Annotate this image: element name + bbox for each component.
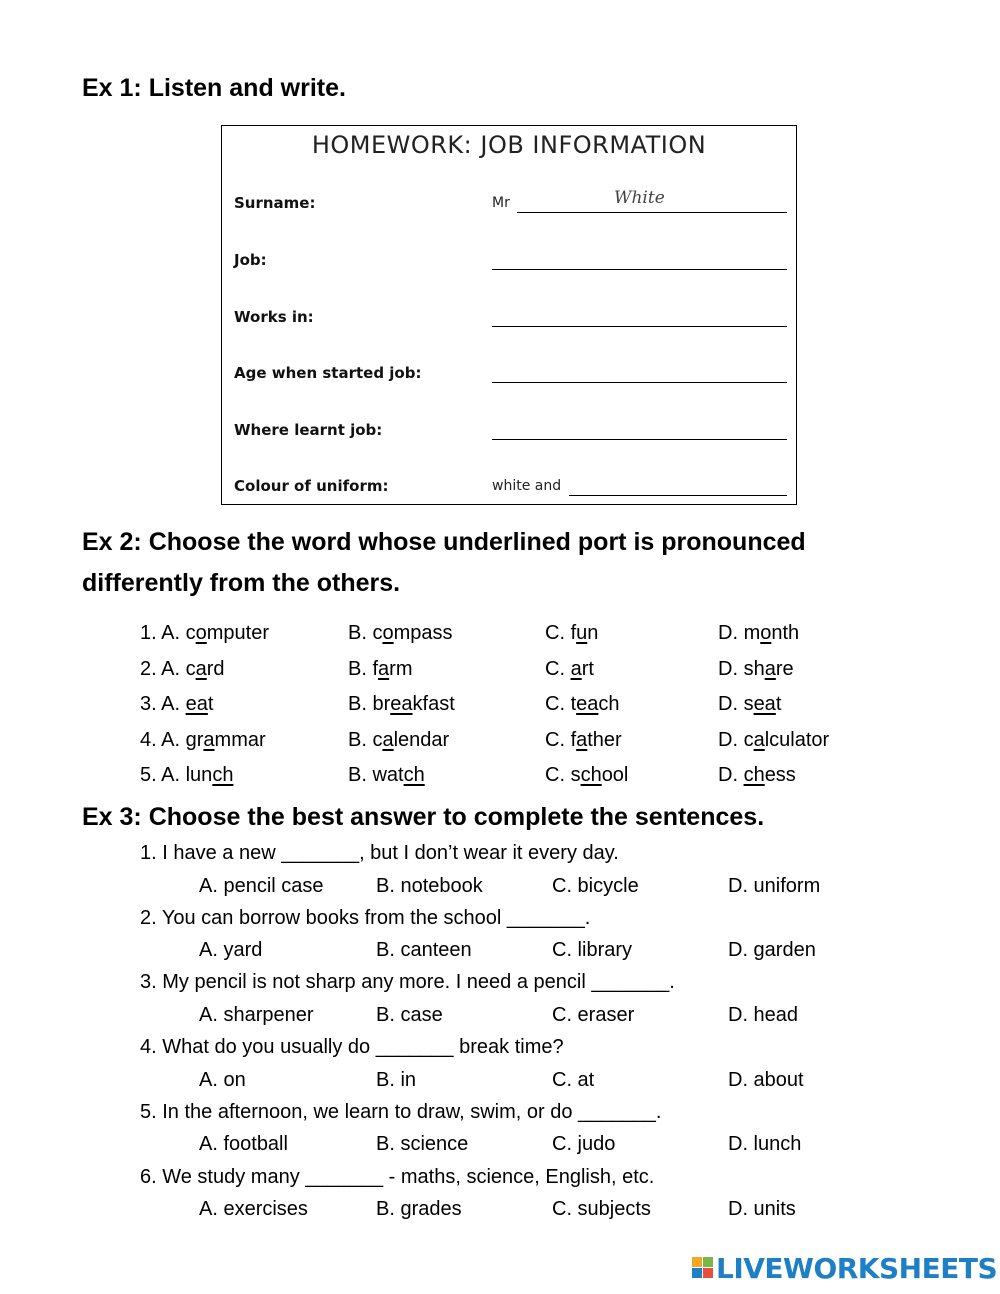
word-part: ess (764, 764, 796, 786)
word-part: t (207, 693, 214, 715)
question-text: 4. What do you usually do _______ break time? (140, 1036, 564, 1059)
ex1-heading: Ex 1: Listen and write. (82, 74, 346, 102)
underlined-part: a (764, 657, 776, 680)
word-part: s (570, 764, 581, 786)
word-part: n (587, 622, 599, 644)
underlined-part: ea (390, 693, 413, 715)
option-letter: A. (161, 622, 181, 644)
answer-option[interactable]: D. uniform (728, 874, 821, 897)
answer-option[interactable]: D. units (728, 1198, 796, 1220)
underlined-part: a (382, 728, 394, 751)
word-part: t (775, 693, 782, 715)
question-text: 6. We study many _______ - maths, science, English, etc. (140, 1165, 655, 1188)
pronunciation-option[interactable] (348, 658, 412, 681)
pronunciation-option[interactable] (140, 622, 269, 645)
answer-line[interactable] (492, 269, 787, 270)
answer-option[interactable]: C. eraser (552, 1003, 635, 1026)
word-part: s (743, 693, 754, 715)
word-part: re (775, 657, 794, 680)
form-row-surname (222, 190, 796, 220)
answer-options (0, 875, 1000, 903)
pronunciation-option[interactable] (718, 729, 829, 752)
option-letter: C. (545, 764, 565, 786)
ex2-heading-line1: Ex 2: Choose the word whose underlined port is pronounced (82, 528, 806, 556)
word-part: kfast (412, 693, 455, 715)
word-part: sh (743, 657, 765, 680)
word-part: gr (185, 728, 204, 751)
option-letter: A. (161, 728, 181, 751)
word-part: mputer (206, 622, 269, 644)
answer-options (0, 939, 1000, 967)
word-part: br (372, 693, 391, 715)
answer-line[interactable] (569, 495, 787, 496)
pronunciation-option[interactable] (718, 693, 781, 716)
form-row-uniform-colour (222, 473, 796, 503)
answer-option[interactable]: B. grades (376, 1198, 462, 1220)
answer-option[interactable]: A. yard (199, 939, 263, 962)
answer-line[interactable] (517, 212, 787, 213)
option-letter: B. (348, 764, 367, 786)
word-part: ool (601, 764, 629, 786)
answer-option[interactable]: A. football (199, 1133, 288, 1156)
word-part: ch (598, 693, 620, 715)
answer-option[interactable]: D. lunch (728, 1133, 802, 1156)
option-letter: B. (348, 657, 367, 680)
pronunciation-option[interactable] (140, 729, 266, 752)
pronunciation-option[interactable] (140, 658, 225, 681)
pronunciation-option[interactable] (545, 622, 598, 645)
word-part: lculator (764, 728, 830, 751)
option-letter: C. (545, 657, 565, 680)
underlined-part: ch (580, 764, 602, 786)
answer-option[interactable]: C. at (552, 1068, 595, 1091)
surname-answer[interactable]: White (614, 188, 665, 208)
underlined-part: o (382, 622, 394, 644)
question-text: 2. You can borrow books from the school _______. (140, 906, 591, 929)
option-letter: B. (348, 693, 367, 715)
answer-option[interactable]: C. subjects (552, 1198, 651, 1220)
answer-option[interactable]: A. pencil case (199, 874, 324, 897)
underlined-part: ea (185, 693, 208, 715)
form-label: Colour of uniform: (234, 477, 389, 495)
logo-text: LIVEWORKSHEETS (716, 1251, 998, 1285)
word-part: rt (581, 657, 594, 680)
word-part: rm (389, 657, 413, 680)
underlined-part: a (753, 728, 765, 751)
pronunciation-item (0, 764, 1000, 794)
underlined-part: ch (403, 764, 425, 786)
option-letter: C. (545, 693, 565, 715)
form-label: Age when started job: (234, 364, 422, 382)
answer-option[interactable]: B. in (376, 1068, 417, 1091)
answer-option[interactable]: B. canteen (376, 939, 472, 962)
underlined-part: a (378, 657, 390, 680)
option-letter: A. (161, 693, 181, 715)
item-number: 4. (140, 728, 157, 751)
answer-option[interactable]: D. garden (728, 939, 816, 962)
word-part: lendar (393, 728, 450, 751)
word-part: f (372, 657, 379, 680)
option-letter: B. (348, 728, 367, 751)
word-part: t (570, 693, 577, 715)
word-part: m (743, 622, 761, 644)
word-part: wat (372, 764, 404, 786)
answer-option[interactable]: C. judo (552, 1133, 616, 1156)
word-part: f (570, 728, 577, 751)
underlined-part: u (576, 622, 588, 644)
form-row-works-in (222, 304, 796, 334)
item-number: 5. (140, 764, 157, 786)
item-number: 1. (140, 622, 157, 644)
underlined-part: a (203, 728, 215, 751)
option-letter: C. (545, 728, 565, 751)
answer-options (0, 1069, 1000, 1097)
question-text: 5. In the afternoon, we learn to draw, swim, or do _______. (140, 1100, 662, 1123)
form-row-job (222, 247, 796, 277)
answer-option[interactable]: A. exercises (199, 1198, 308, 1220)
question-text: 1. I have a new _______, but I don’t wear it every day. (140, 842, 619, 864)
form-label: Where learnt job: (234, 421, 383, 439)
answer-line[interactable] (492, 326, 787, 327)
underlined-part: o (195, 622, 207, 644)
answer-option[interactable]: B. notebook (376, 874, 483, 897)
pronunciation-option[interactable] (348, 729, 449, 752)
word-part: c (372, 728, 383, 751)
word-part: mmar (214, 728, 266, 751)
option-letter: D. (718, 622, 738, 644)
word-part: c (743, 728, 754, 751)
option-letter: C. (545, 622, 565, 644)
word-part: mpass (393, 622, 453, 644)
logo-mark-icon (692, 1257, 714, 1279)
option-letter: D. (718, 728, 738, 751)
question-text: 3. My pencil is not sharp any more. I need a pencil _______. (140, 971, 675, 994)
pronunciation-option[interactable] (545, 729, 622, 752)
underlined-part: a (570, 657, 582, 680)
form-prefix: white and (492, 478, 562, 494)
pronunciation-item (0, 658, 1000, 688)
pronunciation-item (0, 693, 1000, 723)
word-part: lun (185, 764, 213, 786)
answer-option[interactable]: B. case (376, 1003, 443, 1026)
answer-options (0, 1198, 1000, 1226)
answer-line[interactable] (492, 439, 787, 440)
option-letter: D. (718, 657, 738, 680)
underlined-part: o (760, 622, 772, 644)
answer-options (0, 1004, 1000, 1032)
answer-option[interactable]: D. head (728, 1003, 799, 1026)
option-letter: A. (161, 657, 181, 680)
pronunciation-option[interactable] (718, 658, 794, 681)
option-letter: A. (161, 764, 181, 786)
answer-line[interactable] (492, 382, 787, 383)
option-letter: D. (718, 764, 738, 786)
form-row-age (222, 360, 796, 390)
item-number: 2. (140, 657, 157, 680)
form-label: Works in: (234, 308, 314, 326)
form-label: Surname: (234, 194, 316, 212)
word-part: f (570, 622, 577, 644)
item-number: 3. (140, 693, 157, 715)
underlined-part: a (576, 728, 588, 751)
form-row-where-learnt (222, 417, 796, 447)
word-part: nth (771, 622, 800, 644)
underlined-part: ch (212, 764, 234, 786)
pronunciation-option[interactable] (545, 693, 620, 716)
liveworksheets-logo (692, 1250, 997, 1286)
underlined-part: ea (576, 693, 599, 715)
form-label: Job: (234, 251, 267, 269)
pronunciation-item (0, 622, 1000, 652)
pronunciation-option[interactable] (348, 693, 455, 716)
pronunciation-option[interactable] (140, 693, 213, 716)
word-part: c (185, 657, 196, 680)
word-part: c (372, 622, 383, 644)
pronunciation-option[interactable] (348, 764, 425, 787)
answer-option[interactable]: A. on (199, 1068, 246, 1091)
answer-option[interactable]: C. bicycle (552, 874, 639, 897)
pronunciation-option[interactable] (718, 764, 796, 787)
job-information-form (221, 125, 797, 505)
underlined-part: ea (753, 693, 776, 715)
ex3-heading: Ex 3: Choose the best answer to complete the sentences. (82, 803, 765, 831)
answer-option[interactable]: B. science (376, 1133, 469, 1156)
pronunciation-item (0, 729, 1000, 759)
option-letter: D. (718, 693, 738, 715)
answer-option[interactable]: C. library (552, 939, 633, 962)
underlined-part: ch (743, 764, 765, 786)
pronunciation-option[interactable] (718, 622, 799, 645)
form-title: HOMEWORK: JOB INFORMATION (311, 131, 707, 159)
pronunciation-option[interactable] (348, 622, 453, 645)
word-part: ther (587, 728, 622, 751)
ex2-heading-line2: differently from the others. (82, 569, 401, 597)
option-letter: B. (348, 622, 367, 644)
word-part: rd (206, 657, 225, 680)
form-prefix: Mr (492, 195, 510, 211)
pronunciation-option[interactable] (545, 658, 594, 681)
pronunciation-option[interactable] (140, 764, 233, 787)
word-part: c (185, 622, 196, 644)
pronunciation-option[interactable] (545, 764, 628, 787)
answer-options (0, 1133, 1000, 1161)
answer-option[interactable]: A. sharpener (199, 1003, 314, 1026)
underlined-part: a (195, 657, 207, 680)
answer-option[interactable]: D. about (728, 1068, 804, 1091)
